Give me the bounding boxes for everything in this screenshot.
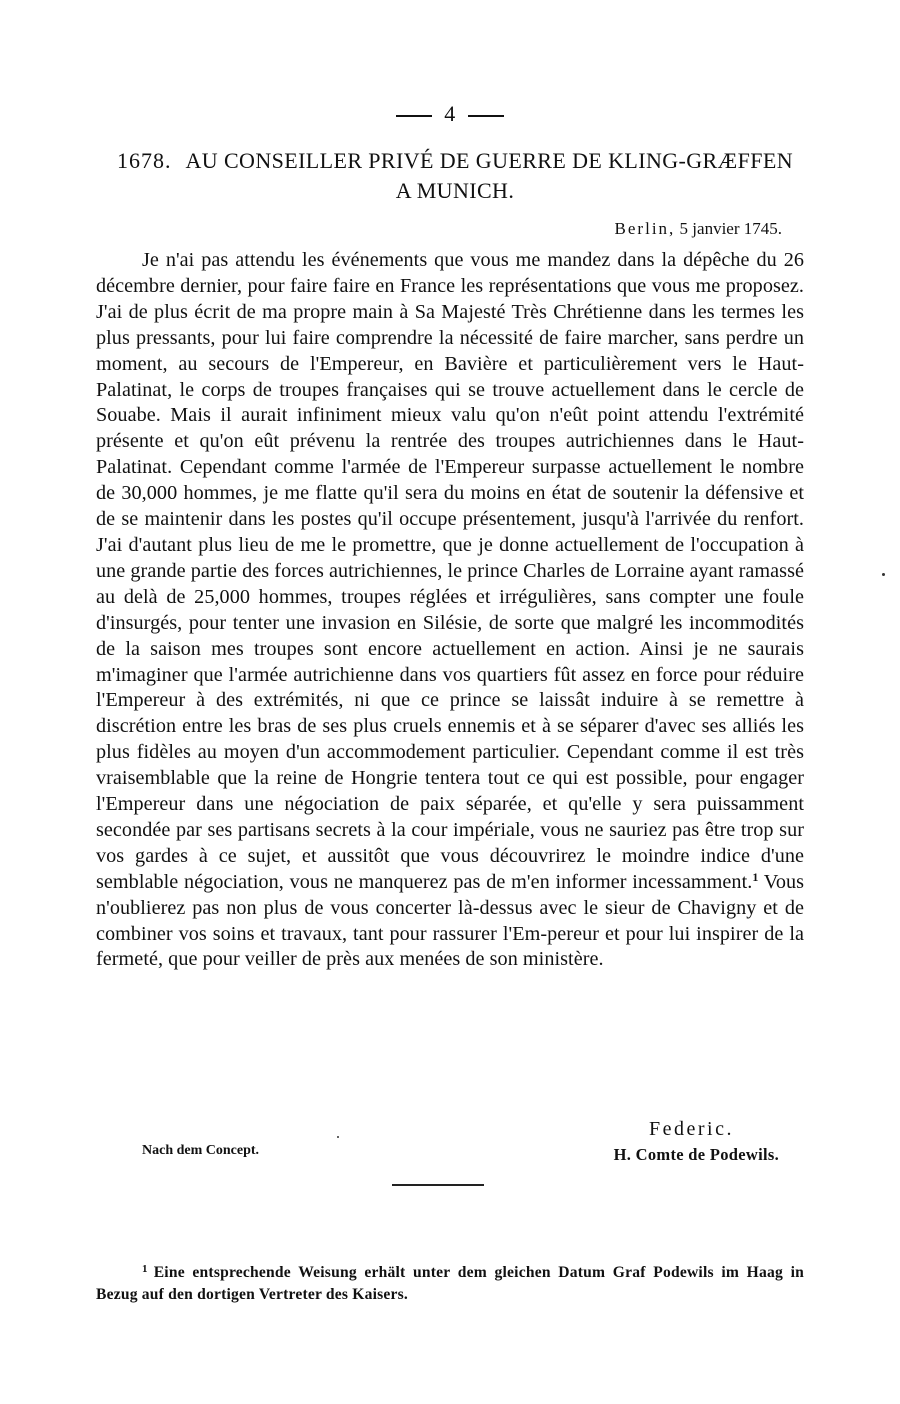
print-speck (882, 573, 885, 576)
body-paragraph-continued: Vous n'oublierez pas non plus de vous concerter là-dessus avec le sieur de Chavigny et de combiner vos soins et travaux, tant pour rassurer l'Em-pereur et pour lui inspirer de la fermeté, que pour veiller de près aux menées de son ministère. (96, 870, 805, 971)
separator-rule (392, 1184, 484, 1186)
body-paragraph: Je n'ai pas attendu les événements que vous me mandez dans la dépêche du 26 décembre dernier, pour faire faire en France les représentations que vous me proposez. J'ai de plus écrit de ma propre main à Sa Majesté Très Chrétienne dans les termes les plus pressants, pour lui faire comprendre la nécessité de faire marcher, sans perdre un moment, au secours de l'Empereur, en Bavière et particulièrement vers le Haut-Palatinat, le corps de troupes françaises qui se trouve actuellement dans le cercle de Souabe. Mais il aurait infiniment mieux valu qu'on n'eût point attendu l'extrémité présente et qu'on eût prévenu la rentrée des troupes autrichiennes dans le Haut-Palatinat. Cependant comme l'armée de l'Empereur surpasse actuellement le nombre de 30,000 hommes, je me flatte qu'il sera du moins en état de soutenir la défensive et de se maintenir dans les postes qu'il occupe présentement, jusqu'à l'arrivée du renfort. J'ai d'autant plus lieu de me le promettre, que je donne actuellement de l'occupation à une grande partie des forces autrichiennes, le prince Charles de Lorraine ayant ramassé au delà de 25,000 hommes, troupes réglées et irrégulières, sans compter une foule d'insurgés, pour tenter une invasion en Silésie, de sorte que malgré les incommodités de la saison mes troupes sont encore actuellement en action. Ainsi je ne saurais m'imaginer que l'armée autrichienne dans vos quartiers fût assez en force pour réduire l'Empereur à des extrémités, ni que ce prince se laissât induire à se remettre à discrétion entre les bras de ses plus cruels ennemis et à se séparer d'avec ses alliés les plus fidèles au moyen d'un accommodement particulier. Cependant comme il est très vraisemblable que la reine de Hongrie tentera tout ce qui est possible, pour engager l'Empereur dans une négociation de paix séparée, et qu'elle y sera puissamment secondée par ses partisans secrets à la cour impériale, vous ne sauriez pas être trop sur vos gardes à ce sujet, et aussitôt que vous découvrirez le moindre indice d'une semblable négociation, vous ne manquerez pas de m'en informer incessamment. (96, 249, 804, 893)
footnote-text: Eine entsprechende Weisung erhält unter dem gleichen Datum Graf Podewils im Haag in Bezug auf den dortigen Vertreter des Kaisers. (96, 1264, 804, 1303)
dateline (615, 217, 782, 241)
dash-left (396, 115, 432, 117)
date: 5 janvier 1745. (679, 219, 782, 238)
source-note: Nach dem Concept. (142, 1143, 260, 1158)
page-number-line (0, 100, 900, 128)
dash-right (468, 115, 504, 117)
print-speck (337, 1136, 339, 1138)
letter-title: AU CONSEILLER PRIVÉ DE GUERRE DE KLING-GRÆFFEN A MUNICH. (185, 148, 793, 203)
page-number: 4 (444, 101, 456, 126)
countersignature: H. Comte de Podewils. (613, 1145, 779, 1164)
place: Berlin, (614, 219, 676, 238)
footnote-mark: 1 (142, 1263, 148, 1275)
letter-heading (110, 146, 800, 206)
footnote (96, 1262, 804, 1306)
signature: Federic. (649, 1118, 734, 1140)
letter-number: 1678. (116, 148, 172, 173)
footnote-reference: 1 (752, 869, 759, 884)
letter-body (96, 248, 804, 973)
